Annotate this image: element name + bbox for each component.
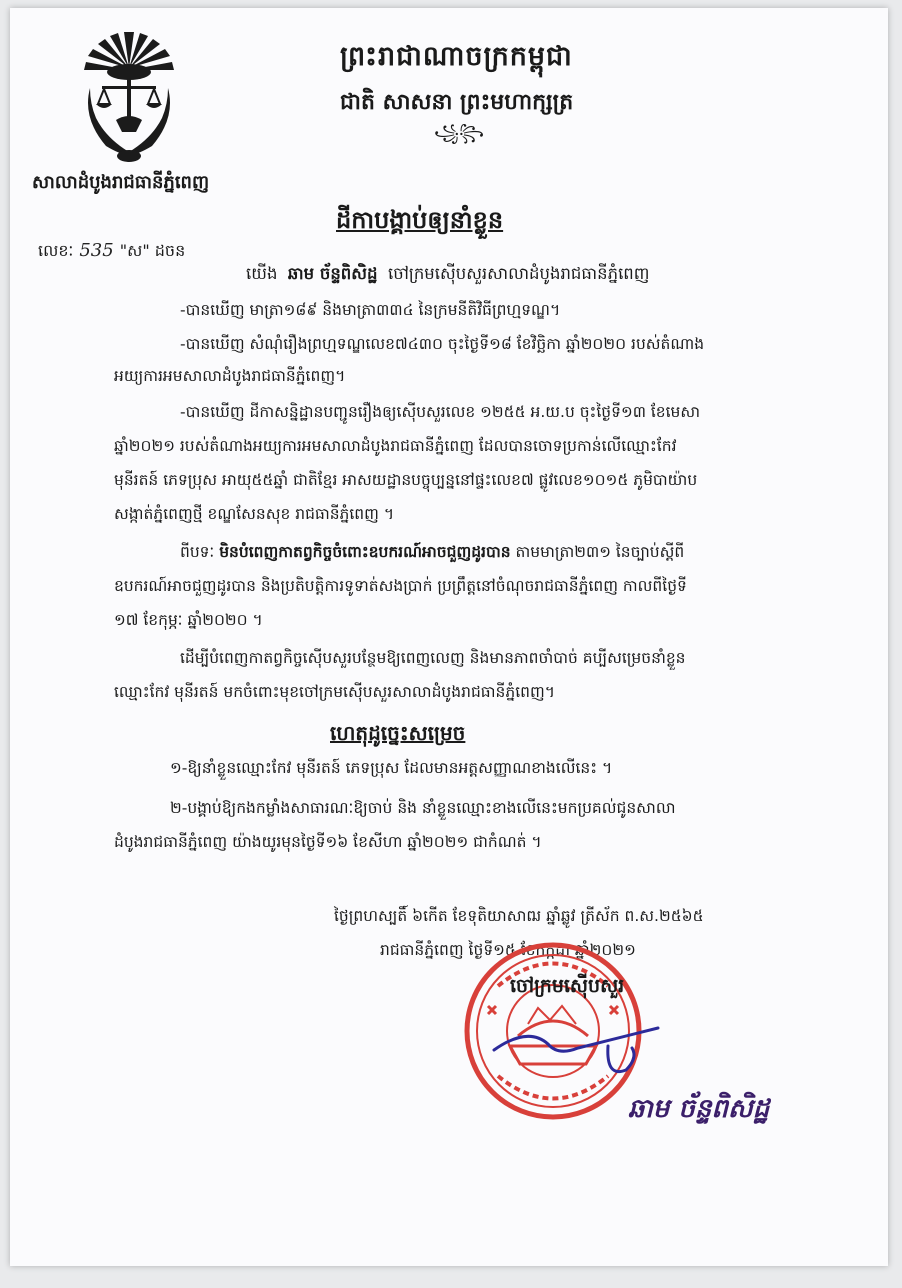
signer-name: ឆាម ច័ន្ទពិសិដ្ឋ xyxy=(628,1094,770,1124)
court-name: សាលាដំបូងរាជធានីភ្នំពេញ xyxy=(32,172,210,193)
lunar-date: ថ្ងៃព្រហស្បតិ៍ ៦កើត ខែទុតិយាសាឍ ឆ្នាំឆ្លូវ ត្រីស័ក ព.ស.២៥៦៥ xyxy=(334,907,704,925)
body-line-1: -បានឃើញ មាត្រា១៨៩ និងមាត្រា៣៣៤ នៃក្រមនីតិវិធីព្រហ្មទណ្ឌ។ xyxy=(180,301,561,319)
header-ornament: ꧁꧂ xyxy=(434,123,484,142)
charge-line-1 xyxy=(180,542,684,565)
decision-item-2b: ដំបូងរាជធានីភ្នំពេញ យ៉ាងយូរមុនថ្ងៃទី១៦ ខែសីហា ឆ្នាំ២០២១ ជាកំណត់ ។ xyxy=(114,833,542,851)
reference-number xyxy=(38,240,185,264)
decision-item-2a: ២-បង្គាប់ឱ្យកងកម្លាំងសាធារណៈឱ្យចាប់ និង នាំខ្លួនឈ្មោះខាងលើនេះមកប្រគល់ជូនសាលា xyxy=(170,799,676,817)
intro-rest: ចៅក្រមស៊ើបសួរសាលាដំបូងរាជធានីភ្នំពេញ xyxy=(387,264,650,283)
charge-label: ពីបទៈ xyxy=(180,543,215,561)
body-line-3d: សង្កាត់ភ្នំពេញថ្មី ខណ្ឌសែនសុខ រាជធានីភ្នំពេញ ។ xyxy=(114,505,395,523)
document-page xyxy=(10,8,888,1266)
body-line-2b: អយ្យការអមសាលាដំបូងរាជធានីភ្នំពេញ។ xyxy=(114,367,346,385)
intro-line xyxy=(246,264,650,288)
charge-line-3: ១៧ ខែកុម្ភៈ ឆ្នាំ២០២០ ។ xyxy=(114,611,263,629)
decision-item-1: ១-ឱ្យនាំខ្លួនឈ្មោះកែវ មុនីរតន៍ ភេទប្រុស ដែលមានអត្តសញ្ញាណខាងលើនេះ ។ xyxy=(170,759,613,777)
reference-suffix: "ស" ដចន xyxy=(119,241,186,260)
document-title: ដីកាបង្គាប់ឲ្យនាំខ្លួន xyxy=(336,206,504,234)
reference-handwritten-number: 535 xyxy=(79,240,114,261)
intro-prefix: យើង xyxy=(246,264,278,283)
body-line-2a: -បានឃើញ សំណុំរឿងព្រហ្មទណ្ឌលេខ៧៤៣០ ចុះថ្ងៃទី១៨ ខែវិច្ឆិកា ឆ្នាំ២០២០ របស់តំណាង xyxy=(180,335,705,353)
purpose-line-1: ដើម្បីបំពេញកាតព្វកិច្ចស៊ើបសួរបន្ថែមឱ្យពេញលេញ និងមានភាពចាំបាច់ គប្បីសម្រេចនាំខ្លួន xyxy=(180,649,686,667)
body-line-3a: -បានឃើញ ដីកាសន្និដ្ឋានបញ្ជូនរឿងឲ្យស៊ើបសួរលេខ ១២៥៥ អ.យ.ប ចុះថ្ងៃទី១៣ ខែមេសា xyxy=(180,403,701,421)
solar-date: រាជធានីភ្នំពេញ ថ្ងៃទី១៥ ខែកក្កដា ឆ្នាំ២០២១ xyxy=(380,941,636,959)
reference-prefix: លេខៈ xyxy=(38,241,74,260)
purpose-line-2: ឈ្មោះកែវ មុនីរតន៍ មកចំពោះមុខចៅក្រមស៊ើបសួរសាលាដំបូងរាជធានីភ្នំពេញ។ xyxy=(114,683,555,701)
charge-article: តាមមាត្រា២៣១ នៃច្បាប់ស្តីពី xyxy=(515,543,685,561)
kingdom-header: ព្រះរាជាណាចក្រកម្ពុជា xyxy=(340,41,573,72)
motto-header: ជាតិ សាសនា ព្រះមហាក្សត្រ xyxy=(340,90,574,115)
body-line-3b: ឆ្នាំ២០២១ របស់តំណាងអយ្យការអមសាលាដំបូងរាជធានីភ្នំពេញ ដែលបានចោទប្រកាន់លើឈ្មោះកែវ xyxy=(114,437,677,455)
body-line-3c: មុនីរតន៍ ភេទប្រុស អាយុ៥៥ឆ្នាំ ជាតិខ្មែរ អាសយដ្ឋានបច្ចុប្បន្ននៅផ្ទះលេខ៧ ផ្លូវលេខ១០១៥ ភូមិបាយ៉ាប xyxy=(114,471,698,489)
court-emblem-icon xyxy=(76,28,182,166)
charge-text: មិនបំពេញកាតព្វកិច្ចចំពោះឧបករណ៍អាចជួញដូរបាន xyxy=(219,543,511,561)
judge-name: ឆាម ច័ន្ទពិសិដ្ឋ xyxy=(287,264,378,283)
charge-line-2: ឧបករណ៍អាចជួញដូរបាន និងប្រតិបត្តិការទូទាត់សងប្រាក់ ប្រព្រឹត្តនៅចំណុចរាជធានីភ្នំពេញ កាលពីថ្ងៃទី xyxy=(114,577,687,595)
decision-heading: ហេតុដូច្នេះសម្រេច xyxy=(330,721,466,745)
signature-icon xyxy=(488,1018,688,1088)
signer-position: ចៅក្រមស៊ើបសួរ xyxy=(510,975,625,997)
